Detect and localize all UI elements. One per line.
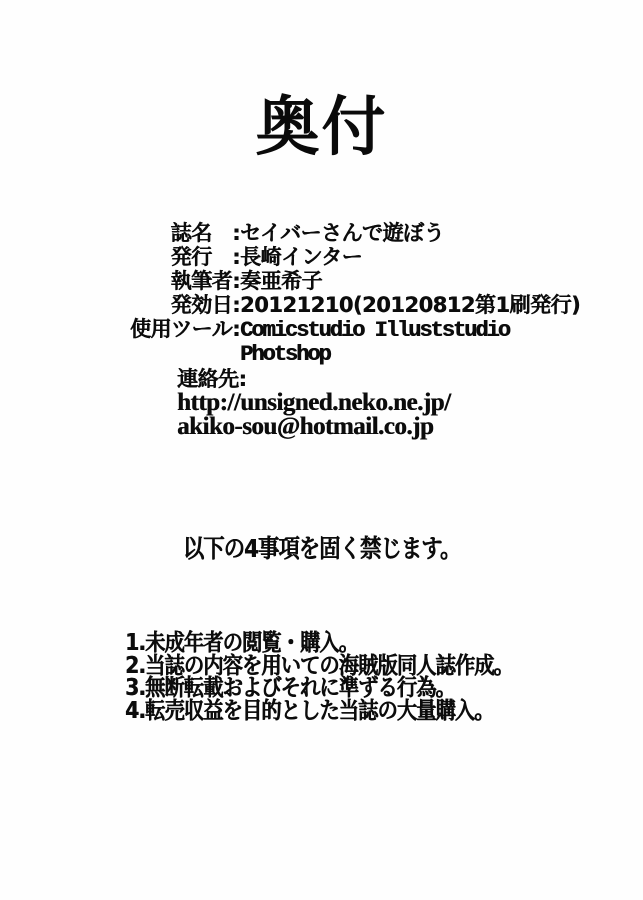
contact-block	[177, 367, 602, 439]
info-row-publisher	[122, 245, 602, 269]
prohibition-list	[125, 632, 513, 722]
field-value: セイバーさんで遊ぼう	[240, 221, 444, 245]
field-label: 使用ツール:	[130, 317, 240, 341]
prohibited-item-3: 3.無断転載およびそれに準ずる行為。	[125, 675, 455, 701]
contact-website-url: http://unsigned.neko.ne.jp/	[177, 389, 451, 416]
field-label: 発行 :	[170, 245, 240, 269]
prohibited-item-1: 1.未成年者の閲覧・購入。	[125, 630, 358, 656]
contact-label: 連絡先:	[177, 367, 247, 391]
field-label: 誌名 :	[170, 221, 240, 245]
field-value: Comicstudio Illuststudio	[240, 318, 509, 343]
colophon-info	[122, 221, 602, 439]
info-row-issue-date	[122, 293, 602, 317]
prohibited-item-4: 4.転売収益を目的とした当誌の大量購入。	[125, 697, 494, 724]
contact-email-address: akiko-sou@hotmail.co.jp	[177, 413, 434, 440]
info-row-tools-continued	[122, 343, 602, 367]
info-row-tools	[122, 317, 602, 343]
page-title: 奥付	[255, 90, 388, 165]
info-row-magazine-title	[122, 221, 602, 245]
info-row-author	[122, 269, 602, 293]
field-value: 長崎インター	[240, 245, 363, 269]
prohibited-item-2: 2.当誌の内容を用いての海賊版同人誌作成。	[125, 652, 513, 679]
prohibition-heading: 以下の4事項を固く禁じます。	[182, 534, 461, 563]
field-value: 20121210(20120812第1刷発行)	[240, 293, 581, 317]
field-label: 発効日:	[170, 293, 240, 317]
field-value: 奏亜希子	[240, 269, 322, 293]
field-label: 執筆者:	[170, 269, 240, 293]
field-value: Photshop	[240, 342, 330, 367]
